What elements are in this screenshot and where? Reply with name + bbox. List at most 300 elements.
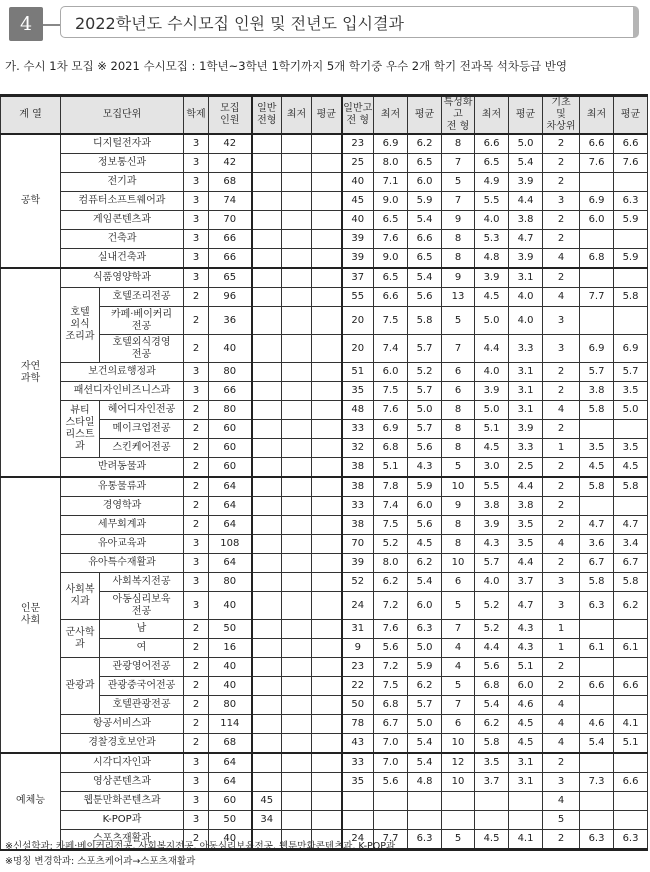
value-cell: 3: [543, 192, 580, 211]
value-cell: [252, 554, 282, 573]
value-cell: [312, 554, 342, 573]
value-cell: [312, 658, 342, 677]
unit-group-cell: 군사학 과: [61, 620, 100, 658]
value-cell: [252, 658, 282, 677]
unit-group-cell: 호텔 외식 조리과: [61, 288, 100, 363]
unit-name-cell: 스포츠재활과: [61, 830, 184, 850]
value-cell: [282, 477, 312, 497]
value-cell: 5.7: [408, 335, 442, 363]
value-cell: 33: [342, 497, 374, 516]
value-cell: [442, 811, 475, 830]
value-cell: 6.0: [509, 677, 543, 696]
value-cell: [282, 382, 312, 401]
value-cell: 3.1: [509, 382, 543, 401]
value-cell: 24: [342, 592, 374, 620]
value-cell: 4.0: [475, 363, 509, 382]
value-cell: 5.6: [408, 439, 442, 458]
unit-name-cell: 호텔조리전공: [100, 288, 184, 307]
value-cell: 60: [209, 420, 252, 439]
column-header: 평균: [509, 96, 543, 135]
admission-results-table: [0, 94, 648, 851]
value-cell: [614, 497, 648, 516]
value-cell: 7: [442, 192, 475, 211]
value-cell: 5.6: [374, 639, 408, 658]
value-cell: 6.7: [614, 554, 648, 573]
table-row: [1, 230, 648, 249]
value-cell: 3: [543, 335, 580, 363]
value-cell: 9: [442, 268, 475, 288]
value-cell: 50: [342, 696, 374, 715]
category-cell: 예체능: [1, 753, 61, 850]
value-cell: 42: [209, 134, 252, 154]
value-cell: 4.5: [408, 535, 442, 554]
value-cell: 5.1: [509, 658, 543, 677]
unit-name-cell: 게임콘텐츠과: [61, 211, 184, 230]
value-cell: 5.7: [475, 554, 509, 573]
table-row: [1, 620, 648, 639]
value-cell: 3.1: [509, 268, 543, 288]
value-cell: 5.4: [580, 734, 614, 754]
unit-name-cell: K-POP과: [61, 811, 184, 830]
value-cell: [282, 192, 312, 211]
value-cell: 39: [342, 554, 374, 573]
value-cell: 6.6: [374, 288, 408, 307]
column-header: 최저: [475, 96, 509, 135]
value-cell: 2: [543, 173, 580, 192]
value-cell: 2: [543, 154, 580, 173]
value-cell: 64: [209, 773, 252, 792]
value-cell: 3.9: [509, 249, 543, 269]
value-cell: 2: [184, 658, 209, 677]
value-cell: [509, 811, 543, 830]
value-cell: 4.4: [509, 477, 543, 497]
value-cell: [580, 792, 614, 811]
value-cell: [252, 458, 282, 478]
value-cell: 3.9: [509, 173, 543, 192]
unit-name-cell: 영상콘텐츠과: [61, 773, 184, 792]
value-cell: [252, 677, 282, 696]
unit-name-cell: 유통물류과: [61, 477, 184, 497]
value-cell: 39: [342, 230, 374, 249]
value-cell: 6.8: [374, 439, 408, 458]
column-header: 평균: [408, 96, 442, 135]
value-cell: 4.0: [509, 288, 543, 307]
value-cell: 5.6: [408, 288, 442, 307]
value-cell: 6.6: [614, 677, 648, 696]
column-header: 모집단위: [61, 96, 184, 135]
value-cell: 6.0: [408, 173, 442, 192]
value-cell: 7.8: [374, 477, 408, 497]
value-cell: 4.5: [509, 715, 543, 734]
value-cell: 5.4: [408, 211, 442, 230]
value-cell: 7.5: [374, 677, 408, 696]
value-cell: 7: [442, 696, 475, 715]
value-cell: 6.6: [614, 773, 648, 792]
value-cell: 2: [543, 677, 580, 696]
value-cell: 9.0: [374, 249, 408, 269]
value-cell: 6.2: [614, 592, 648, 620]
value-cell: [252, 753, 282, 773]
value-cell: [312, 639, 342, 658]
value-cell: [580, 420, 614, 439]
value-cell: 5.6: [374, 773, 408, 792]
value-cell: 4.0: [475, 211, 509, 230]
value-cell: 3: [543, 592, 580, 620]
value-cell: [312, 211, 342, 230]
value-cell: 2: [184, 477, 209, 497]
value-cell: 5.2: [408, 363, 442, 382]
value-cell: 6.5: [475, 154, 509, 173]
value-cell: 3.1: [509, 401, 543, 420]
value-cell: [282, 439, 312, 458]
value-cell: 33: [342, 753, 374, 773]
value-cell: 4.0: [509, 307, 543, 335]
value-cell: 8: [442, 420, 475, 439]
unit-name-cell: 전기과: [61, 173, 184, 192]
value-cell: 4.6: [509, 696, 543, 715]
value-cell: 5.1: [374, 458, 408, 478]
value-cell: 8: [442, 134, 475, 154]
value-cell: 2: [543, 363, 580, 382]
value-cell: 3.3: [509, 335, 543, 363]
value-cell: 6.2: [408, 134, 442, 154]
value-cell: 2: [184, 497, 209, 516]
value-cell: 64: [209, 477, 252, 497]
value-cell: [312, 715, 342, 734]
value-cell: 5.0: [408, 639, 442, 658]
value-cell: 5.7: [580, 363, 614, 382]
value-cell: 1: [543, 620, 580, 639]
value-cell: 68: [209, 173, 252, 192]
value-cell: 4.8: [475, 249, 509, 269]
value-cell: [580, 230, 614, 249]
value-cell: 4.3: [408, 458, 442, 478]
unit-name-cell: 패션디자인비즈니스과: [61, 382, 184, 401]
value-cell: 23: [342, 658, 374, 677]
value-cell: 6.3: [408, 830, 442, 850]
value-cell: [282, 773, 312, 792]
value-cell: 5.0: [509, 134, 543, 154]
value-cell: [312, 792, 342, 811]
value-cell: 9: [442, 497, 475, 516]
value-cell: 2: [543, 211, 580, 230]
value-cell: [252, 211, 282, 230]
value-cell: 1: [543, 439, 580, 458]
value-cell: 64: [209, 753, 252, 773]
value-cell: 3.9: [509, 420, 543, 439]
value-cell: 4.3: [475, 535, 509, 554]
value-cell: 4: [543, 401, 580, 420]
value-cell: 5.9: [408, 477, 442, 497]
value-cell: [312, 753, 342, 773]
unit-name-cell: 헤어디자인전공: [100, 401, 184, 420]
unit-name-cell: 반려동물과: [61, 458, 184, 478]
value-cell: 4.1: [614, 715, 648, 734]
value-cell: 52: [342, 573, 374, 592]
value-cell: 4: [543, 734, 580, 754]
value-cell: 4: [543, 535, 580, 554]
value-cell: 3.9: [475, 268, 509, 288]
value-cell: 6.8: [475, 677, 509, 696]
value-cell: [282, 554, 312, 573]
value-cell: 35: [342, 382, 374, 401]
value-cell: [580, 268, 614, 288]
value-cell: 3: [184, 249, 209, 269]
value-cell: [614, 658, 648, 677]
unit-name-cell: 사회복지전공: [100, 573, 184, 592]
value-cell: [282, 753, 312, 773]
value-cell: [252, 573, 282, 592]
value-cell: 3.1: [509, 773, 543, 792]
value-cell: 8: [442, 535, 475, 554]
value-cell: 5.6: [475, 658, 509, 677]
value-cell: 6.0: [408, 497, 442, 516]
value-cell: [282, 173, 312, 192]
value-cell: 2: [543, 268, 580, 288]
value-cell: 4.5: [475, 439, 509, 458]
value-cell: [252, 535, 282, 554]
value-cell: [312, 249, 342, 269]
value-cell: 2: [184, 734, 209, 754]
value-cell: [282, 268, 312, 288]
value-cell: [408, 792, 442, 811]
value-cell: 45: [252, 792, 282, 811]
value-cell: 4: [543, 715, 580, 734]
value-cell: 3: [184, 753, 209, 773]
value-cell: 40: [342, 173, 374, 192]
value-cell: 4: [543, 288, 580, 307]
value-cell: 60: [209, 792, 252, 811]
value-cell: 3: [184, 230, 209, 249]
value-cell: 6.3: [614, 830, 648, 850]
value-cell: [342, 811, 374, 830]
table-row: [1, 154, 648, 173]
value-cell: [312, 677, 342, 696]
value-cell: 2: [184, 335, 209, 363]
value-cell: 5.0: [408, 715, 442, 734]
value-cell: 10: [442, 477, 475, 497]
value-cell: [475, 811, 509, 830]
connector-line: [43, 24, 61, 26]
value-cell: 5.2: [475, 592, 509, 620]
value-cell: [282, 420, 312, 439]
column-header: 평균: [312, 96, 342, 135]
value-cell: 10: [442, 554, 475, 573]
value-cell: 6.8: [374, 696, 408, 715]
unit-name-cell: 경찰경호보안과: [61, 734, 184, 754]
unit-name-cell: 디지털전자과: [61, 134, 184, 154]
value-cell: 39: [342, 249, 374, 269]
unit-group-cell: 사회복 지과: [61, 573, 100, 620]
value-cell: 3: [184, 773, 209, 792]
value-cell: [282, 516, 312, 535]
value-cell: [282, 811, 312, 830]
value-cell: [252, 154, 282, 173]
column-header: 평균: [614, 96, 648, 135]
value-cell: 5.6: [408, 516, 442, 535]
value-cell: 2: [184, 696, 209, 715]
value-cell: 38: [342, 458, 374, 478]
value-cell: 3.5: [580, 439, 614, 458]
value-cell: 8.0: [374, 554, 408, 573]
table-row: [1, 573, 648, 592]
value-cell: 2: [184, 458, 209, 478]
value-cell: 5.7: [614, 363, 648, 382]
value-cell: 2: [184, 830, 209, 850]
value-cell: 3.8: [475, 497, 509, 516]
value-cell: 5.7: [408, 420, 442, 439]
value-cell: 3: [184, 363, 209, 382]
unit-name-cell: 시각디자인과: [61, 753, 184, 773]
unit-name-cell: 여: [100, 639, 184, 658]
value-cell: 8: [442, 249, 475, 269]
value-cell: [312, 230, 342, 249]
table-row: [1, 249, 648, 269]
value-cell: 65: [209, 268, 252, 288]
value-cell: 12: [442, 753, 475, 773]
value-cell: [252, 307, 282, 335]
value-cell: 4: [442, 658, 475, 677]
value-cell: [252, 773, 282, 792]
table-row: [1, 288, 648, 307]
value-cell: [614, 173, 648, 192]
value-cell: 7.6: [374, 230, 408, 249]
value-cell: [282, 154, 312, 173]
value-cell: 35: [342, 773, 374, 792]
section-number: 4: [9, 7, 43, 41]
unit-name-cell: 메이크업전공: [100, 420, 184, 439]
value-cell: 6.6: [408, 230, 442, 249]
table-row: [1, 497, 648, 516]
value-cell: 2: [543, 420, 580, 439]
value-cell: 7: [442, 154, 475, 173]
value-cell: [282, 401, 312, 420]
value-cell: 4.1: [509, 830, 543, 850]
value-cell: 66: [209, 230, 252, 249]
unit-name-cell: 보건의료행정과: [61, 363, 184, 382]
value-cell: [312, 401, 342, 420]
value-cell: [252, 173, 282, 192]
table-row: [1, 535, 648, 554]
value-cell: 6.8: [580, 249, 614, 269]
value-cell: 40: [209, 335, 252, 363]
value-cell: 5.4: [408, 734, 442, 754]
value-cell: 6.3: [408, 620, 442, 639]
value-cell: 7.7: [374, 830, 408, 850]
value-cell: 5.2: [374, 535, 408, 554]
value-cell: 5.0: [475, 401, 509, 420]
value-cell: 4.6: [580, 715, 614, 734]
table-row: [1, 382, 648, 401]
value-cell: 6.5: [408, 249, 442, 269]
footnote-new-departments: ※신설학과: 카페·베이커리전공, 사회복지전공, 아동심리보육전공, 웹툰만화콘텐츠과, K-POP과: [5, 841, 396, 852]
value-cell: [580, 696, 614, 715]
value-cell: 5: [442, 458, 475, 478]
value-cell: 2: [543, 382, 580, 401]
value-cell: 3.5: [614, 439, 648, 458]
value-cell: 3.8: [509, 211, 543, 230]
value-cell: 5.8: [408, 307, 442, 335]
value-cell: 6.5: [374, 211, 408, 230]
value-cell: 7.2: [374, 592, 408, 620]
value-cell: [312, 458, 342, 478]
value-cell: 45: [342, 192, 374, 211]
table-row: [1, 773, 648, 792]
value-cell: [312, 192, 342, 211]
value-cell: 5.2: [475, 620, 509, 639]
value-cell: 7: [442, 620, 475, 639]
value-cell: [252, 249, 282, 269]
value-cell: 6.0: [374, 363, 408, 382]
value-cell: [312, 382, 342, 401]
value-cell: 5.5: [475, 192, 509, 211]
value-cell: [312, 620, 342, 639]
value-cell: [252, 715, 282, 734]
value-cell: 2: [184, 401, 209, 420]
value-cell: 6.2: [408, 677, 442, 696]
value-cell: [312, 288, 342, 307]
value-cell: 2: [543, 230, 580, 249]
value-cell: 6.3: [580, 830, 614, 850]
value-cell: [312, 363, 342, 382]
value-cell: 2: [184, 715, 209, 734]
value-cell: [614, 268, 648, 288]
value-cell: 48: [342, 401, 374, 420]
value-cell: 5.4: [408, 753, 442, 773]
value-cell: 23: [342, 134, 374, 154]
value-cell: [282, 658, 312, 677]
value-cell: [580, 658, 614, 677]
value-cell: 6.9: [614, 335, 648, 363]
value-cell: 6: [442, 363, 475, 382]
table-row: [1, 554, 648, 573]
value-cell: [282, 592, 312, 620]
value-cell: 6: [442, 382, 475, 401]
value-cell: [312, 773, 342, 792]
value-cell: 5.0: [614, 401, 648, 420]
unit-group-cell: 관광과: [61, 658, 100, 715]
unit-name-cell: 호텔관광전공: [100, 696, 184, 715]
value-cell: [252, 734, 282, 754]
value-cell: 3: [184, 535, 209, 554]
column-header: 일반고 전 형: [342, 96, 374, 135]
value-cell: 40: [209, 830, 252, 850]
column-header: 최저: [580, 96, 614, 135]
value-cell: 2: [184, 677, 209, 696]
value-cell: [252, 192, 282, 211]
table-row: [1, 211, 648, 230]
value-cell: [252, 382, 282, 401]
value-cell: 36: [209, 307, 252, 335]
value-cell: 2: [184, 307, 209, 335]
value-cell: 4.5: [475, 830, 509, 850]
value-cell: [252, 696, 282, 715]
value-cell: [312, 439, 342, 458]
value-cell: 22: [342, 677, 374, 696]
value-cell: 114: [209, 715, 252, 734]
value-cell: 3.5: [475, 753, 509, 773]
unit-name-cell: 세무회계과: [61, 516, 184, 535]
value-cell: 7.5: [374, 516, 408, 535]
value-cell: 3: [543, 307, 580, 335]
value-cell: 80: [209, 696, 252, 715]
value-cell: 5.8: [580, 573, 614, 592]
value-cell: 32: [342, 439, 374, 458]
value-cell: 4.5: [614, 458, 648, 478]
unit-name-cell: 유아특수재활과: [61, 554, 184, 573]
value-cell: 5: [442, 173, 475, 192]
value-cell: 4: [543, 792, 580, 811]
